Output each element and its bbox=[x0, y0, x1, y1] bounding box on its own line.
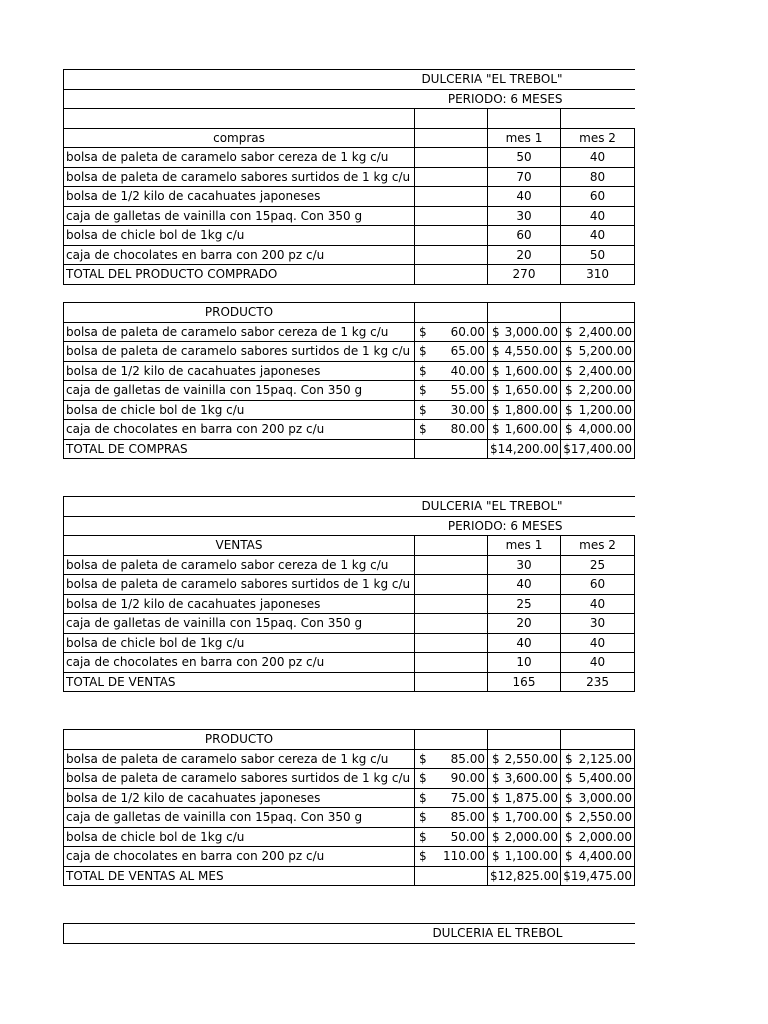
total-row bbox=[64, 866, 635, 886]
month-2-amount bbox=[561, 749, 635, 769]
unit-price bbox=[415, 769, 488, 789]
table-row bbox=[64, 167, 635, 187]
month-1-amount bbox=[488, 788, 561, 808]
product-name: bolsa de paleta de caramelo sabor cereza de 1 kg c/u bbox=[64, 148, 415, 168]
total-row bbox=[64, 672, 635, 692]
month-2-value: 30 bbox=[561, 614, 635, 634]
table-row bbox=[64, 361, 635, 381]
month-1-amount bbox=[488, 342, 561, 362]
month-2-amount bbox=[561, 827, 635, 847]
product-name: bolsa de chicle bol de 1kg c/u bbox=[64, 226, 415, 246]
month-2-amount bbox=[561, 342, 635, 362]
month-2-amount-value: 3,000.00 bbox=[578, 790, 632, 805]
currency-symbol: $ bbox=[492, 383, 500, 397]
unit-price bbox=[415, 400, 488, 420]
column-header: VENTAS bbox=[64, 536, 415, 556]
month-1-amount bbox=[488, 847, 561, 867]
month-1-value: 40 bbox=[488, 187, 561, 207]
month-2-amount-value: 5,400.00 bbox=[578, 771, 632, 786]
month-2-amount-value: 4,000.00 bbox=[578, 422, 632, 437]
table-row bbox=[64, 575, 635, 595]
empty-cell bbox=[415, 206, 488, 226]
month-1-amount bbox=[488, 400, 561, 420]
product-name: caja de chocolates en barra con 200 pz c/u bbox=[64, 245, 415, 265]
month-1-amount-value: 1,700.00 bbox=[504, 810, 558, 825]
empty-cell bbox=[415, 614, 488, 634]
unit-price bbox=[415, 827, 488, 847]
product-name: caja de galletas de vainilla con 15paq. Con 350 g bbox=[64, 614, 415, 634]
unit-price-value: 110.00 bbox=[443, 849, 485, 864]
title-row bbox=[64, 497, 635, 517]
currency-symbol: $ bbox=[565, 790, 573, 805]
unit-price bbox=[415, 361, 488, 381]
sales-amount-table bbox=[63, 729, 634, 886]
unit-price-value: 80.00 bbox=[450, 422, 485, 437]
month-2-amount bbox=[561, 420, 635, 440]
currency-symbol: $ bbox=[492, 849, 500, 863]
month-2-amount-value: 2,400.00 bbox=[578, 363, 632, 378]
table-row bbox=[64, 653, 635, 673]
month-1-amount-value: 2,000.00 bbox=[504, 829, 558, 844]
table-row bbox=[64, 594, 635, 614]
product-name: bolsa de 1/2 kilo de cacahuates japoneses bbox=[64, 187, 415, 207]
header-row bbox=[64, 128, 635, 148]
product-name: bolsa de paleta de caramelo sabores surtidos de 1 kg c/u bbox=[64, 575, 415, 595]
table-row bbox=[64, 381, 635, 401]
product-name: caja de galletas de vainilla con 15paq. Con 350 g bbox=[64, 381, 415, 401]
total-month-2: $19,475.00 bbox=[561, 866, 635, 886]
total-label: TOTAL DE VENTAS bbox=[64, 672, 415, 692]
unit-price bbox=[415, 322, 488, 342]
currency-symbol: $ bbox=[492, 363, 500, 378]
product-name: bolsa de paleta de caramelo sabores surtidos de 1 kg c/u bbox=[64, 167, 415, 187]
currency-symbol: $ bbox=[565, 363, 573, 378]
currency-symbol: $ bbox=[492, 344, 500, 358]
month-2-amount-value: 2,550.00 bbox=[578, 810, 632, 825]
table-row bbox=[64, 400, 635, 420]
currency-symbol: $ bbox=[419, 402, 427, 417]
month-1-value: 40 bbox=[488, 575, 561, 595]
table-row bbox=[64, 342, 635, 362]
total-month-1: 165 bbox=[488, 672, 561, 692]
summary-table bbox=[63, 923, 634, 944]
currency-symbol: $ bbox=[565, 324, 573, 339]
table-row bbox=[64, 206, 635, 226]
unit-price-value: 65.00 bbox=[450, 344, 485, 359]
month-2-amount bbox=[561, 788, 635, 808]
table-row bbox=[64, 187, 635, 207]
month-2-amount bbox=[561, 381, 635, 401]
unit-price bbox=[415, 381, 488, 401]
table-row bbox=[64, 322, 635, 342]
month-2-amount-value: 5,200.00 bbox=[578, 344, 632, 359]
month-2-value: 80 bbox=[561, 167, 635, 187]
product-name: caja de chocolates en barra con 200 pz c/u bbox=[64, 653, 415, 673]
month-1-amount-value: 1,600.00 bbox=[504, 422, 558, 437]
column-header bbox=[415, 128, 488, 148]
month-2-value: 25 bbox=[561, 555, 635, 575]
month-1-value: 25 bbox=[488, 594, 561, 614]
month-1-amount-value: 4,550.00 bbox=[504, 344, 558, 359]
header-row bbox=[64, 303, 635, 323]
total-row bbox=[64, 265, 635, 285]
product-name: caja de galletas de vainilla con 15paq. Con 350 g bbox=[64, 808, 415, 828]
currency-symbol: $ bbox=[419, 829, 427, 844]
currency-symbol: $ bbox=[492, 324, 500, 339]
month-1-amount-value: 1,875.00 bbox=[504, 790, 558, 805]
sheet-title: DULCERIA "EL TREBOL" bbox=[64, 70, 635, 90]
month-1-value: 30 bbox=[488, 206, 561, 226]
currency-symbol: $ bbox=[492, 771, 500, 785]
column-header: mes 1 bbox=[488, 536, 561, 556]
currency-symbol: $ bbox=[492, 402, 500, 417]
unit-price-value: 55.00 bbox=[450, 383, 485, 398]
product-name: bolsa de paleta de caramelo sabores surtidos de 1 kg c/u bbox=[64, 342, 415, 362]
header-row bbox=[64, 536, 635, 556]
month-1-amount-value: 1,650.00 bbox=[504, 383, 558, 398]
empty-cell bbox=[415, 187, 488, 207]
unit-price-value: 30.00 bbox=[450, 402, 485, 417]
currency-symbol: $ bbox=[419, 810, 427, 824]
month-1-amount-value: 3,000.00 bbox=[504, 324, 558, 339]
month-1-amount-value: 1,100.00 bbox=[504, 849, 558, 864]
month-2-value: 40 bbox=[561, 226, 635, 246]
month-1-amount bbox=[488, 361, 561, 381]
empty-cell bbox=[415, 167, 488, 187]
table-row bbox=[64, 769, 635, 789]
period-row bbox=[64, 516, 635, 536]
unit-price bbox=[415, 420, 488, 440]
column-header: mes 2 bbox=[561, 536, 635, 556]
table-row bbox=[64, 148, 635, 168]
unit-price-value: 85.00 bbox=[450, 751, 485, 766]
column-header: PRODUCTO bbox=[64, 730, 415, 750]
month-1-amount bbox=[488, 381, 561, 401]
unit-price-value: 60.00 bbox=[450, 324, 485, 339]
unit-price-value: 90.00 bbox=[450, 771, 485, 786]
product-name: bolsa de 1/2 kilo de cacahuates japoneses bbox=[64, 788, 415, 808]
currency-symbol: $ bbox=[492, 422, 500, 436]
currency-symbol: $ bbox=[565, 383, 573, 397]
empty-cell bbox=[415, 653, 488, 673]
month-1-value: 20 bbox=[488, 614, 561, 634]
header-row bbox=[64, 730, 635, 750]
empty-cell bbox=[415, 245, 488, 265]
unit-price-value: 50.00 bbox=[450, 829, 485, 844]
product-name: caja de chocolates en barra con 200 pz c/u bbox=[64, 847, 415, 867]
month-2-value: 50 bbox=[561, 245, 635, 265]
month-1-value: 40 bbox=[488, 633, 561, 653]
month-1-value: 10 bbox=[488, 653, 561, 673]
purchases-amount-table bbox=[63, 302, 634, 459]
currency-symbol: $ bbox=[565, 849, 573, 863]
month-2-amount-value: 2,400.00 bbox=[578, 324, 632, 339]
table-row bbox=[64, 614, 635, 634]
month-2-value: 40 bbox=[561, 148, 635, 168]
total-month-1: $14,200.00 bbox=[488, 439, 561, 459]
currency-symbol: $ bbox=[419, 771, 427, 785]
table-row bbox=[64, 808, 635, 828]
currency-symbol: $ bbox=[419, 790, 427, 805]
table-row bbox=[64, 788, 635, 808]
month-2-value: 60 bbox=[561, 575, 635, 595]
product-name: bolsa de 1/2 kilo de cacahuates japoneses bbox=[64, 594, 415, 614]
month-2-value: 40 bbox=[561, 594, 635, 614]
product-name: caja de chocolates en barra con 200 pz c/u bbox=[64, 420, 415, 440]
empty-cell bbox=[415, 555, 488, 575]
total-label: TOTAL DE VENTAS AL MES bbox=[64, 866, 415, 886]
month-2-value: 40 bbox=[561, 653, 635, 673]
currency-symbol: $ bbox=[565, 344, 573, 358]
month-1-value: 20 bbox=[488, 245, 561, 265]
product-name: bolsa de paleta de caramelo sabores surtidos de 1 kg c/u bbox=[64, 769, 415, 789]
unit-price-value: 85.00 bbox=[450, 810, 485, 825]
sheet-title: DULCERIA EL TREBOL bbox=[64, 924, 635, 944]
product-name: bolsa de paleta de caramelo sabor cereza de 1 kg c/u bbox=[64, 555, 415, 575]
month-1-value: 30 bbox=[488, 555, 561, 575]
currency-symbol: $ bbox=[419, 363, 427, 378]
month-2-amount-value: 2,200.00 bbox=[578, 383, 632, 398]
title-row bbox=[64, 924, 635, 944]
unit-price bbox=[415, 847, 488, 867]
table-row bbox=[64, 555, 635, 575]
product-name: bolsa de 1/2 kilo de cacahuates japoneses bbox=[64, 361, 415, 381]
total-month-1: $12,825.00 bbox=[488, 866, 561, 886]
currency-symbol: $ bbox=[565, 829, 573, 844]
table-row bbox=[64, 827, 635, 847]
sheet-title: DULCERIA "EL TREBOL" bbox=[64, 497, 635, 517]
currency-symbol: $ bbox=[419, 422, 427, 436]
month-2-amount bbox=[561, 847, 635, 867]
currency-symbol: $ bbox=[565, 810, 573, 824]
period-row bbox=[64, 89, 635, 109]
table-row bbox=[64, 633, 635, 653]
month-2-amount-value: 2,000.00 bbox=[578, 829, 632, 844]
empty-cell bbox=[415, 148, 488, 168]
unit-price bbox=[415, 342, 488, 362]
total-month-2: 310 bbox=[561, 265, 635, 285]
unit-price-value: 75.00 bbox=[450, 790, 485, 805]
unit-price bbox=[415, 788, 488, 808]
currency-symbol: $ bbox=[492, 751, 500, 766]
empty-cell bbox=[415, 633, 488, 653]
blank-row bbox=[64, 109, 635, 129]
currency-symbol: $ bbox=[419, 383, 427, 397]
empty-cell bbox=[415, 575, 488, 595]
month-1-amount bbox=[488, 749, 561, 769]
total-month-1: 270 bbox=[488, 265, 561, 285]
month-1-amount-value: 1,600.00 bbox=[504, 363, 558, 378]
currency-symbol: $ bbox=[565, 771, 573, 785]
product-name: bolsa de chicle bol de 1kg c/u bbox=[64, 633, 415, 653]
total-label: TOTAL DE COMPRAS bbox=[64, 439, 415, 459]
table-row bbox=[64, 847, 635, 867]
currency-symbol: $ bbox=[419, 324, 427, 339]
empty-cell bbox=[415, 594, 488, 614]
currency-symbol: $ bbox=[565, 751, 573, 766]
empty-cell bbox=[415, 226, 488, 246]
column-header: compras bbox=[64, 128, 415, 148]
unit-price bbox=[415, 749, 488, 769]
table-row bbox=[64, 245, 635, 265]
purchases-quantity-table bbox=[63, 69, 634, 285]
month-1-amount bbox=[488, 769, 561, 789]
product-name: caja de galletas de vainilla con 15paq. Con 350 g bbox=[64, 206, 415, 226]
month-2-amount bbox=[561, 769, 635, 789]
product-name: bolsa de chicle bol de 1kg c/u bbox=[64, 827, 415, 847]
month-2-amount bbox=[561, 808, 635, 828]
total-label: TOTAL DEL PRODUCTO COMPRADO bbox=[64, 265, 415, 285]
column-header: mes 1 bbox=[488, 128, 561, 148]
month-2-amount bbox=[561, 322, 635, 342]
currency-symbol: $ bbox=[565, 402, 573, 417]
title-row bbox=[64, 70, 635, 90]
column-header: mes 2 bbox=[561, 128, 635, 148]
month-1-value: 70 bbox=[488, 167, 561, 187]
currency-symbol: $ bbox=[492, 829, 500, 844]
month-1-amount bbox=[488, 420, 561, 440]
month-1-amount-value: 3,600.00 bbox=[504, 771, 558, 786]
currency-symbol: $ bbox=[419, 344, 427, 358]
total-month-2: $17,400.00 bbox=[561, 439, 635, 459]
currency-symbol: $ bbox=[419, 849, 427, 863]
month-2-amount bbox=[561, 400, 635, 420]
month-2-value: 40 bbox=[561, 633, 635, 653]
month-1-amount bbox=[488, 827, 561, 847]
column-header bbox=[415, 536, 488, 556]
month-1-value: 50 bbox=[488, 148, 561, 168]
month-1-amount bbox=[488, 322, 561, 342]
month-1-value: 60 bbox=[488, 226, 561, 246]
currency-symbol: $ bbox=[492, 790, 500, 805]
table-row bbox=[64, 226, 635, 246]
month-1-amount-value: 2,550.00 bbox=[504, 751, 558, 766]
month-2-amount-value: 4,400.00 bbox=[578, 849, 632, 864]
table-row bbox=[64, 749, 635, 769]
month-2-amount-value: 2,125.00 bbox=[578, 751, 632, 766]
table-row bbox=[64, 420, 635, 440]
period-label: PERIODO: 6 MESES bbox=[64, 516, 635, 536]
currency-symbol: $ bbox=[565, 422, 573, 436]
month-2-value: 60 bbox=[561, 187, 635, 207]
month-2-value: 40 bbox=[561, 206, 635, 226]
column-header: PRODUCTO bbox=[64, 303, 415, 323]
product-name: bolsa de chicle bol de 1kg c/u bbox=[64, 400, 415, 420]
sales-quantity-table bbox=[63, 496, 634, 692]
currency-symbol: $ bbox=[419, 751, 427, 766]
month-1-amount-value: 1,800.00 bbox=[504, 402, 558, 417]
total-row bbox=[64, 439, 635, 459]
month-2-amount bbox=[561, 361, 635, 381]
month-2-amount-value: 1,200.00 bbox=[578, 402, 632, 417]
period-label: PERIODO: 6 MESES bbox=[64, 89, 635, 109]
month-1-amount bbox=[488, 808, 561, 828]
product-name: bolsa de paleta de caramelo sabor cereza de 1 kg c/u bbox=[64, 322, 415, 342]
unit-price-value: 40.00 bbox=[450, 363, 485, 378]
unit-price bbox=[415, 808, 488, 828]
total-month-2: 235 bbox=[561, 672, 635, 692]
product-name: bolsa de paleta de caramelo sabor cereza de 1 kg c/u bbox=[64, 749, 415, 769]
currency-symbol: $ bbox=[492, 810, 500, 824]
